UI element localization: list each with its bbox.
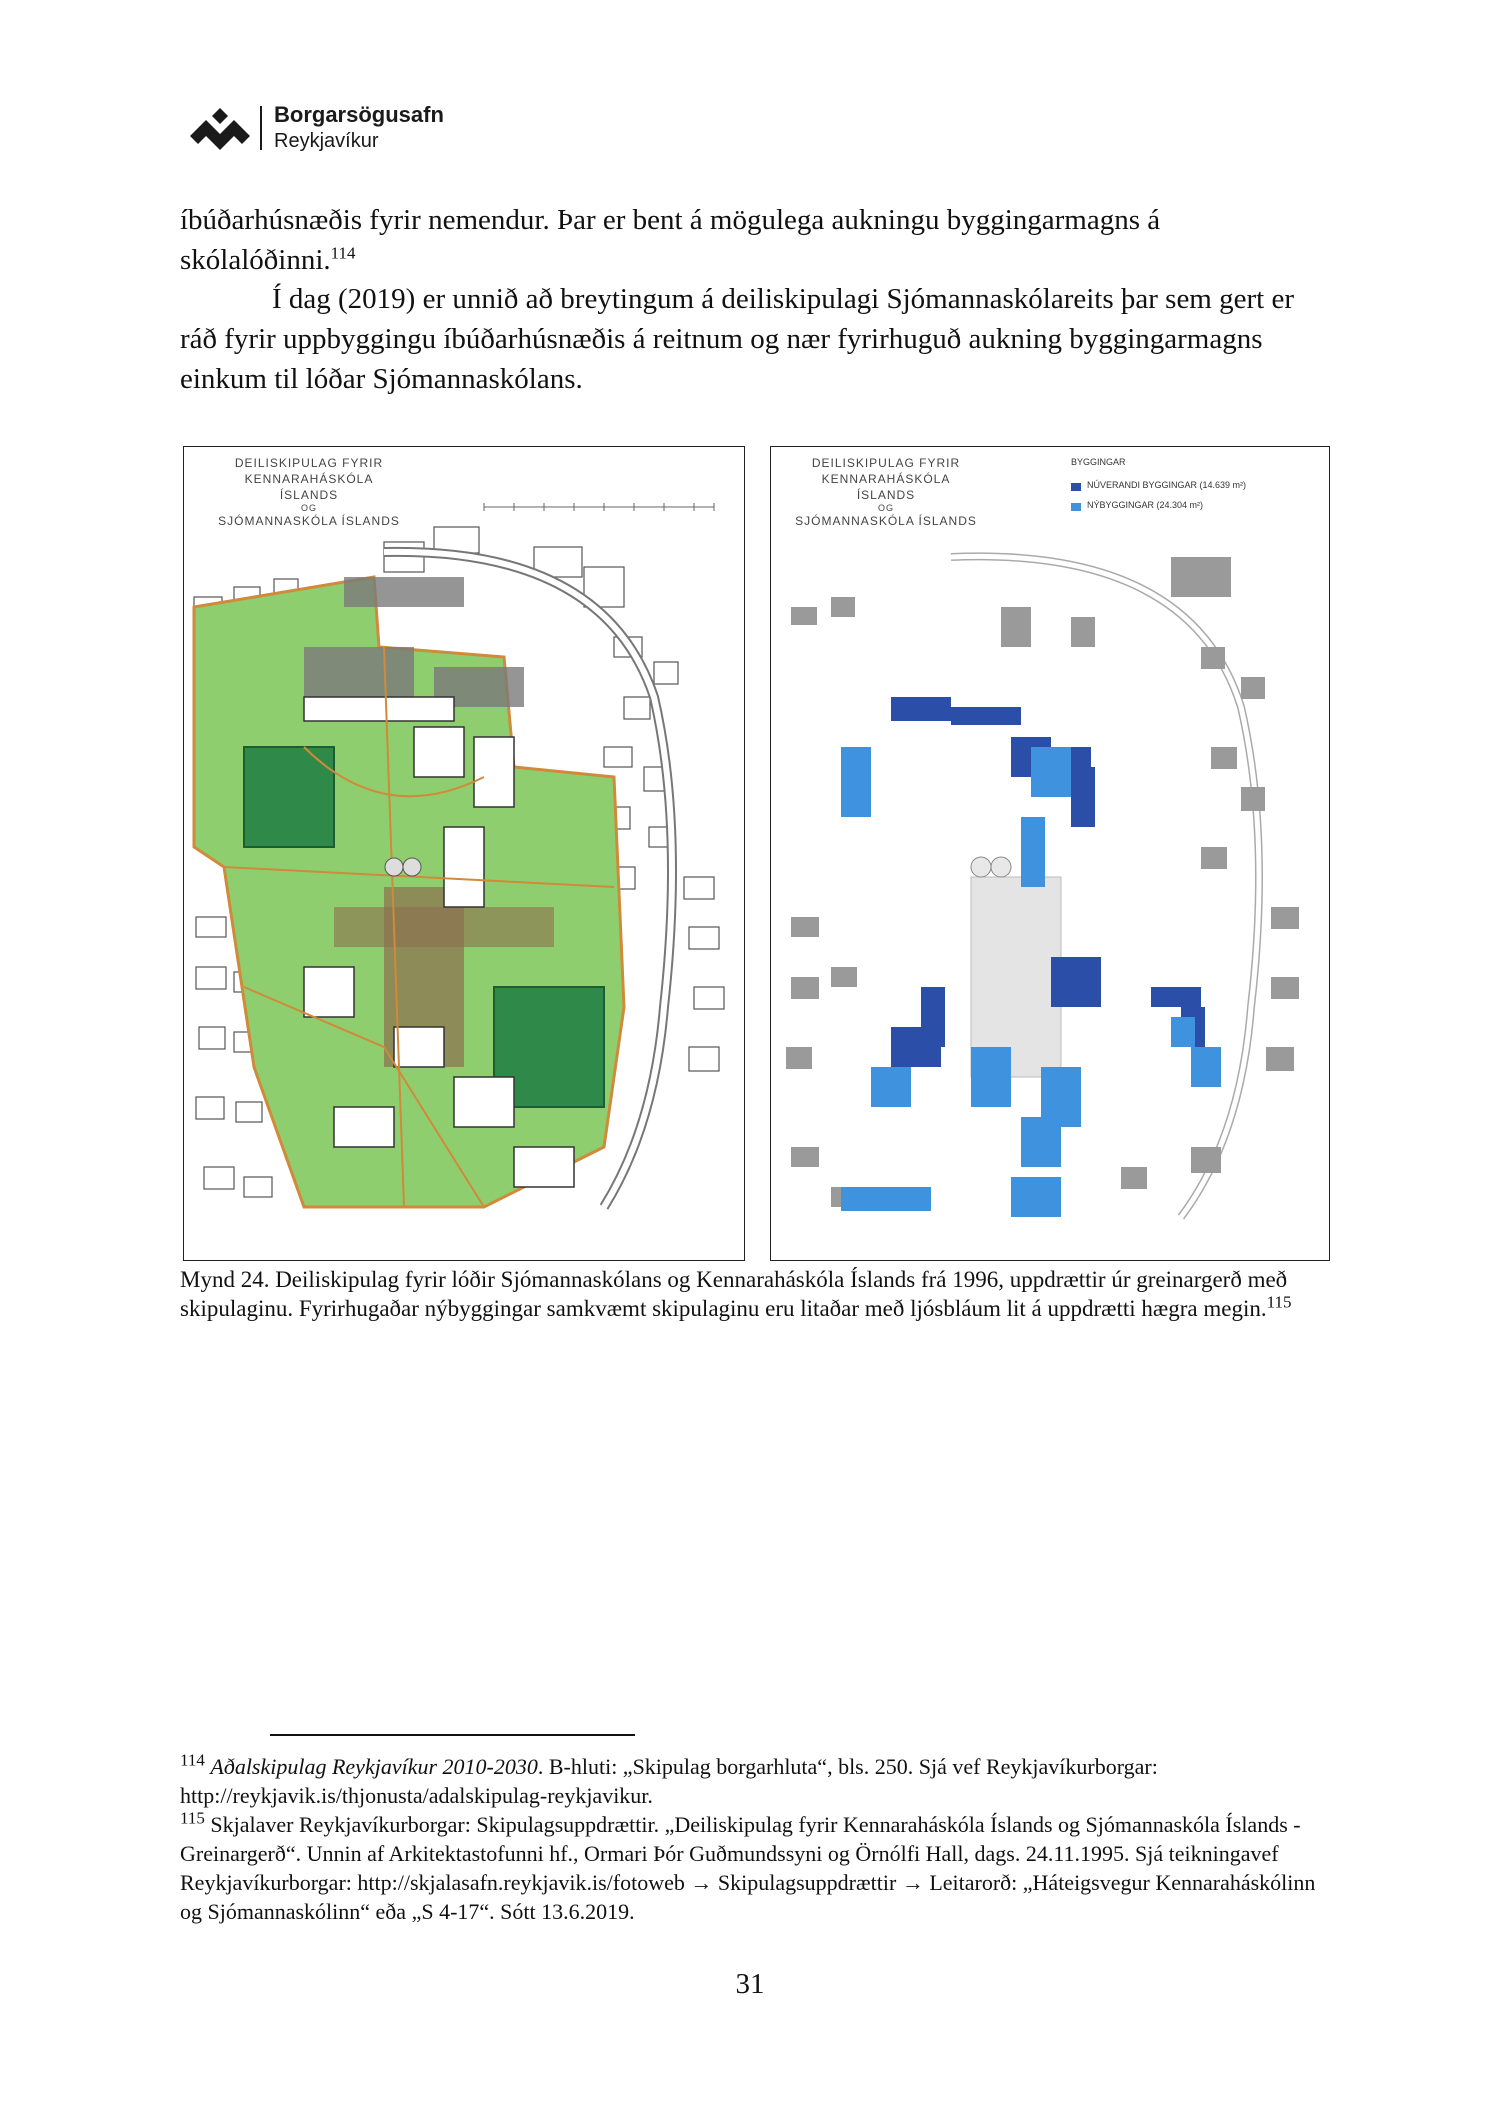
site-plan-right-drawing bbox=[771, 447, 1329, 1260]
right-map-title-line2: KENNARAHÁSKÓLA ÍSLANDS bbox=[821, 472, 951, 502]
right-map-title-line1: DEILISKIPULAG FYRIR bbox=[811, 456, 961, 470]
footnote-divider bbox=[270, 1734, 635, 1736]
footnote-115-number: 115 bbox=[180, 1808, 205, 1828]
legend-title: BYGGINGAR bbox=[1071, 457, 1126, 467]
site-plan-map-left bbox=[183, 446, 745, 1261]
logo-subtitle: Reykjavíkur bbox=[274, 130, 379, 152]
left-map-title-line2: KENNARAHÁSKÓLA ÍSLANDS bbox=[244, 472, 374, 502]
logo-separator bbox=[260, 106, 262, 150]
page-number: 31 bbox=[735, 1968, 765, 2000]
right-map-title bbox=[791, 455, 981, 529]
footnote-114 bbox=[180, 1752, 1330, 1810]
footnote-114-number: 114 bbox=[180, 1750, 205, 1770]
footnote-ref-115[interactable]: 115 bbox=[1266, 1292, 1292, 1312]
footnote-115-text: Skjalaver Reykjavíkurborgar: Skipulagsuppdrættir. „Deiliskipulag fyrir Kennaraháskóla Íslands og Sjómannaskóla Íslands - Greinargerð“. Unnin af Arkitektastofunni hf., Ormari Þór Guðmundssyni og Örnólfi Hall, dags. 24.11.1995. Sjá teikningavef Reykjavíkurborgar: http://skjalasafn.reykjavik.is/fotoweb → Skipulagsuppdrættir → Leitarorð: „Háteigsvegur Kennaraháskólinn og Sjómannaskólinn“ eða „S 4-17“. Sótt 13.6.2019. bbox=[180, 1812, 1316, 1924]
paragraph-2: Í dag (2019) er unnið að breytingum á deiliskipulagi Sjómannaskólareits þar sem gert er ráð fyrir uppbyggingu íbúðarhúsnæðis á reitnum og nær fyrirhuguð aukning byggingarmagns einkum til lóðar Sjómannaskólans. bbox=[180, 283, 1294, 395]
legend-existing-label: NÚVERANDI BYGGINGAR (14.639 m²) bbox=[1087, 480, 1247, 490]
footnote-114-text: . B-hluti: „Skipulag borgarhluta“, bls. 250. Sjá vef Reykjavíkurborgar: http://reykjavik.is/thjonusta/adalskipulag-reykjavikur. bbox=[180, 1754, 1158, 1808]
site-plan-map-right bbox=[770, 446, 1330, 1261]
paragraph-1 bbox=[180, 200, 1330, 280]
site-plan-left-drawing bbox=[184, 447, 744, 1260]
logo-name: Borgarsögusafn bbox=[274, 102, 444, 127]
legend-swatch-existing bbox=[1071, 483, 1081, 491]
left-map-title-line1: DEILISKIPULAG FYRIR bbox=[234, 456, 384, 470]
figure-caption bbox=[180, 1265, 1330, 1323]
figure-caption-text: Mynd 24. Deiliskipulag fyrir lóðir Sjómannaskólans og Kennaraháskóla Íslands frá 1996, uppdrættir úr greinargerð með skipulaginu. Fyrirhugaðar nýbyggingar samkvæmt skipulaginu eru litaðar með ljósbláum lit á uppdrætti hægra megin. bbox=[180, 1267, 1288, 1321]
right-map-title-line4: SJÓMANNASKÓLA ÍSLANDS bbox=[795, 514, 977, 528]
footnote-ref-114[interactable]: 114 bbox=[330, 243, 356, 263]
legend-swatch-new bbox=[1071, 503, 1081, 511]
footnote-114-title: Aðalskipulag Reykjavíkur 2010-2030 bbox=[210, 1754, 538, 1779]
left-map-title-line3: OG bbox=[300, 503, 317, 513]
footnote-115 bbox=[180, 1810, 1330, 1926]
logo bbox=[190, 100, 510, 160]
left-map-title bbox=[214, 455, 404, 529]
right-map-title-line3: OG bbox=[877, 503, 894, 513]
legend-new-label: NÝBYGGINGAR (24.304 m²) bbox=[1087, 500, 1204, 510]
paragraph-1-text: íbúðarhúsnæðis fyrir nemendur. Þar er bent á mögulega aukningu byggingarmagns á skólalóðinni. bbox=[180, 204, 1161, 276]
left-map-title-line4: SJÓMANNASKÓLA ÍSLANDS bbox=[218, 514, 400, 528]
logo-mark-icon bbox=[190, 106, 250, 152]
footnotes bbox=[180, 1752, 1330, 1926]
